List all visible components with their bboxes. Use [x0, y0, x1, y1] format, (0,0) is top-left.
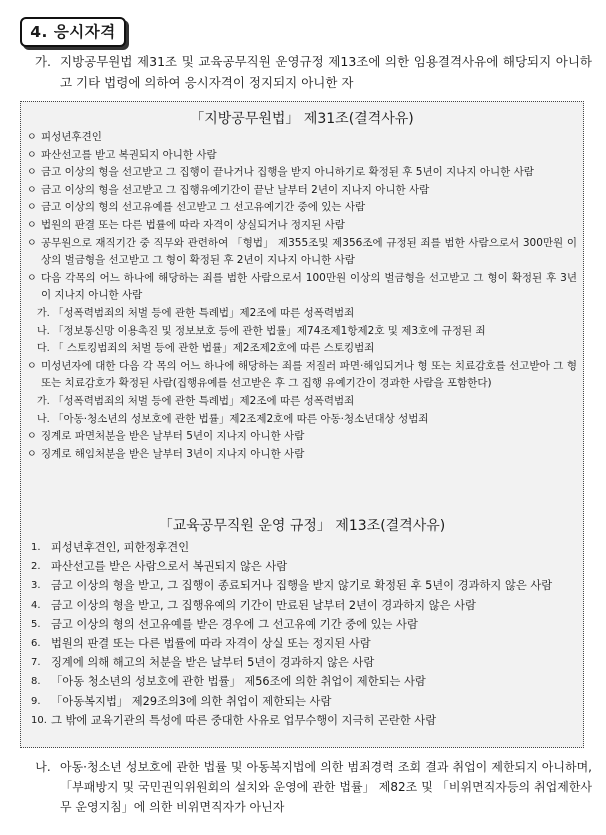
list-item-text: 법원의 판결 또는 다른 법률에 따라 자격이 상실 또는 정지된 사람 — [51, 637, 371, 651]
list-item — [27, 692, 577, 711]
list-item-text: 금고 이상의 형의 선고유예를 받은 경우에 그 선고유예 기간 중에 있는 사람 — [51, 617, 418, 631]
list-item — [27, 129, 577, 147]
list-item-bullet: 2. — [31, 561, 41, 573]
list-item-text: 법원의 판결 또는 다른 법률에 따라 자격이 상실되거나 정지된 사람 — [41, 218, 345, 231]
list-item-text: 피성년후견인 — [41, 131, 102, 143]
list-item — [27, 340, 577, 358]
list-item-text: 금고 이상의 형의 선고유예를 선고받고 그 선고유예기간 중에 있는 사람 — [41, 201, 366, 214]
list-item-text: 「아동복지법」 제29조의3에 의한 취업이 제한되는 사람 — [51, 694, 332, 708]
list-item — [27, 199, 577, 217]
list-item-text: 「정보통신망 이용촉진 및 정보보호 등에 관한 법률」제74조제1항제2호 및 제3호에 규정된 죄 — [53, 324, 486, 337]
list-item-bullet: 다. — [37, 343, 50, 355]
list-item-bullet: 나. — [37, 413, 50, 425]
intro-paragraph — [26, 52, 592, 93]
education-staff-regulation-list — [27, 538, 577, 730]
list-item — [27, 270, 577, 305]
list-item — [27, 711, 577, 730]
list-item-bullet: ㅇ — [27, 149, 37, 161]
list-item-text: 징계에 의해 해고의 처분을 받은 날부터 5년이 경과하지 않은 사람 — [51, 656, 375, 670]
list-item-bullet: 나. — [37, 325, 50, 337]
list-item-bullet: ㅇ — [27, 448, 37, 460]
list-item-bullet: ㅇ — [27, 272, 37, 284]
list-item — [27, 393, 577, 411]
list-item-text: 파산선고를 받은 사람으로서 복권되지 않은 사람 — [51, 560, 288, 574]
intro-text: 지방공무원법 제31조 및 교육공무직원 운영규정 제13조에 의한 임용결격사유에 해당되지 아니하고 기타 법령에 의하여 응시자격이 정지되지 아니한 자 — [60, 54, 592, 90]
list-item-bullet: 9. — [31, 695, 41, 707]
list-item-bullet: ㅇ — [27, 202, 37, 214]
list-item — [27, 323, 577, 341]
list-item-text: 「성폭력범죄의 처벌 등에 관한 특례법」제2조에 따른 성폭력범죄 — [53, 394, 355, 407]
list-item — [27, 446, 577, 464]
list-item — [27, 576, 577, 595]
list-item — [27, 596, 577, 615]
list-item-bullet: 5. — [31, 618, 41, 630]
list-item-text: 피성년후견인, 피한정후견인 — [51, 541, 190, 554]
list-item-text: 징계로 파면처분을 받은 날부터 5년이 지나지 아니한 사람 — [41, 430, 305, 443]
list-item-bullet: 10. — [31, 714, 47, 726]
list-item — [27, 411, 577, 429]
list-item-text: 파산선고를 받고 복권되지 아니한 사람 — [41, 148, 217, 161]
list-item-bullet: 가. — [37, 307, 50, 319]
list-item — [27, 305, 577, 323]
list-item — [27, 358, 577, 393]
local-public-officials-act-list — [27, 129, 577, 463]
list-item-text: 공무원으로 재직기간 중 직무와 관련하여 「형법」 제355조및 제356조에 규정된 죄를 범한 사람으로서 300만원 이상의 벌금형을 선고받고 그 형이 확정된 후 2년이 지나지 아니한 사람 — [41, 236, 577, 267]
list-item-bullet: ㅇ — [27, 237, 37, 249]
list-item-text: 「아동 청소년의 성보호에 관한 법률」 제56조에 의한 취업이 제한되는 사람 — [51, 675, 426, 689]
list-item-bullet: 가. — [37, 395, 50, 407]
list-item — [27, 235, 577, 270]
list-item-text: 금고 이상의 형을 받고, 그 집행유예의 기간이 만료된 날부터 2년이 경과하지 않은 사람 — [51, 598, 476, 612]
list-item-text: 다음 각목의 어느 하나에 해당하는 죄를 범한 사람으로서 100만원 이상의 벌금형을 선고받고 그 형이 확정된 후 3년이 지나지 아니한 사람 — [41, 271, 577, 302]
list-item-text: 미성년자에 대한 다음 각 목의 어느 하나에 해당하는 죄를 저질러 파면·해임되거나 형 또는 치료감호를 선고받아 그 형 또는 치료감호가 확정된 사람(집행유예를 선고받은 후 그 집행 유예기간이 경과한 사람을 포함한다) — [41, 359, 577, 390]
list-item — [27, 557, 577, 576]
local-public-officials-act-title: 「지방공무원법」 제31조(결격사유) — [190, 111, 414, 127]
list-item-bullet: ㅇ — [27, 431, 37, 443]
list-item-bullet: ㅇ — [27, 167, 37, 179]
list-item-text: 「성폭력범죄의 처벌 등에 관한 특례법」제2조에 따른 성폭력범죄 — [53, 306, 355, 319]
list-item — [27, 164, 577, 182]
list-item-text: 그 밖에 교육기관의 특성에 따른 중대한 사유로 업무수행이 지극히 곤란한 사람 — [51, 713, 437, 727]
list-item-bullet: 3. — [31, 580, 41, 592]
list-item — [27, 615, 577, 634]
list-item-bullet: 7. — [31, 657, 41, 669]
list-item-bullet: 1. — [31, 542, 41, 553]
list-item-bullet: ㅇ — [27, 184, 37, 196]
list-item-bullet: 4. — [31, 599, 41, 611]
list-item-bullet: ㅇ — [27, 360, 37, 372]
list-item — [27, 538, 577, 557]
intro-marker: 가. — [34, 54, 52, 69]
list-item-bullet: 6. — [31, 638, 41, 650]
list-item — [27, 672, 577, 691]
list-item-text: 금고 이상의 형을 선고받고 그 집행이 끝나거나 집행을 받지 아니하기로 확정된 후 5년이 지나지 아니한 사람 — [41, 166, 534, 179]
footer-text: 아동·청소년 성보호에 관한 법률 및 아동복지법에 의한 범죄경력 조회 결과 취업이 제한되지 아니하며, 「부패방지 및 국민권익위원회의 설치와 운영에 관한 법률」 제82조 및 「비위면직자등의 취업제한사무 운영지침」에 의한 비위면직자가 아닌자 — [60, 760, 592, 814]
disqualification-box — [20, 101, 584, 748]
list-item-text: 금고 이상의 형을 받고, 그 집행이 종료되거나 집행을 받지 않기로 확정된 후 5년이 경과하지 않은 사람 — [51, 579, 553, 593]
footer-paragraph — [26, 757, 592, 817]
list-item-bullet: ㅇ — [27, 219, 37, 231]
list-item — [27, 653, 577, 672]
list-item-text: 「아동·청소년의 성보호에 관한 법률」제2조제2호에 따른 아동·청소년대상 성범죄 — [53, 412, 429, 425]
list-item — [27, 634, 577, 653]
list-item-bullet: 8. — [31, 676, 41, 688]
list-item-bullet: ㅇ — [27, 132, 37, 143]
list-item — [27, 182, 577, 200]
list-item — [27, 147, 577, 165]
section-heading: 4. 응시자격 — [20, 17, 126, 47]
footer-marker: 나. — [35, 760, 51, 774]
list-item — [27, 217, 577, 235]
list-item — [27, 428, 577, 446]
list-item-text: 징계로 해임처분을 받은 날부터 3년이 지나지 아니한 사람 — [41, 447, 305, 460]
list-item-text: 금고 이상의 형을 선고받고 그 집행유예기간이 끝난 날부터 2년이 지나지 아니한 사람 — [41, 183, 430, 196]
education-staff-regulation-title: 「교육공무직원 운영 규정」 제13조(결격사유) — [158, 518, 446, 534]
list-item-text: 「 스토킹범죄의 처벌 등에 관한 법률」제2조제2호에 따른 스토킹범죄 — [53, 342, 375, 355]
